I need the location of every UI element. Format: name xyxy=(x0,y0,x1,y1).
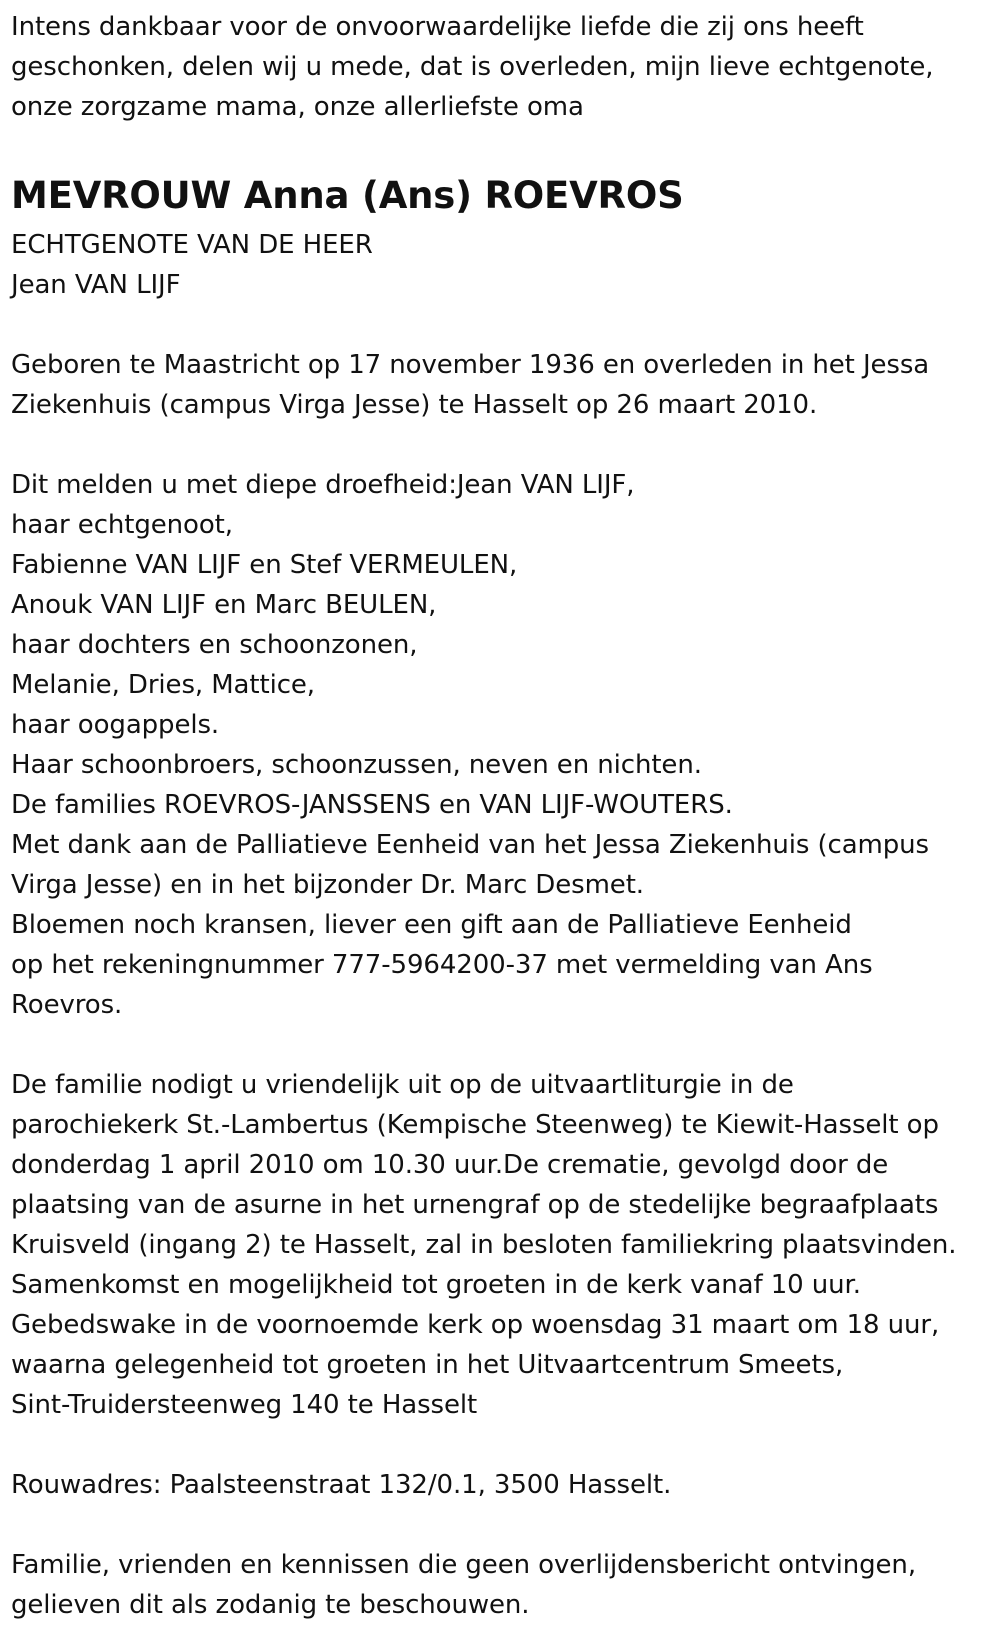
closing-line: Familie, vrienden en kennissen die geen overlijdensbericht ontvingen, xyxy=(11,1550,916,1580)
intro-line: geschonken, delen wij u mede, dat is overleden, mijn lieve echtgenote, xyxy=(11,52,934,82)
funeral-line: parochiekerk St.-Lambertus (Kempische Steenweg) te Kiewit-Hasselt op xyxy=(11,1110,939,1140)
announcement-paragraph xyxy=(11,465,1000,1025)
announcement-line: op het rekeningnummer 777-5964200-37 met vermelding van Ans xyxy=(11,950,873,980)
announcement-line: Met dank aan de Palliatieve Eenheid van het Jessa Ziekenhuis (campus xyxy=(11,830,929,860)
birth-line: Ziekenhuis (campus Virga Jesse) te Hasselt op 26 maart 2010. xyxy=(11,390,818,420)
announcement-line: haar echtgenoot, xyxy=(11,510,233,540)
funeral-line: Kruisveld (ingang 2) te Hasselt, zal in besloten familiekring plaatsvinden. xyxy=(11,1230,957,1260)
announcement-line: Dit melden u met diepe droefheid:Jean VAN LIJF, xyxy=(11,470,635,500)
funeral-line: waarna gelegenheid tot groeten in het Uitvaartcentrum Smeets, xyxy=(11,1350,844,1380)
announcement-line: haar oogappels. xyxy=(11,710,220,740)
funeral-line: plaatsing van de asurne in het urnengraf op de stedelijke begraafplaats xyxy=(11,1190,939,1220)
intro-paragraph xyxy=(11,7,1000,127)
announcement-line: De families ROEVROS-JANSSENS en VAN LIJF-WOUTERS. xyxy=(11,790,733,820)
announcement-line: Roevros. xyxy=(11,990,123,1020)
closing-paragraph xyxy=(11,1545,1000,1625)
funeral-line: Gebedswake in de voornoemde kerk op woensdag 31 maart om 18 uur, xyxy=(11,1310,940,1340)
announcement-line: Anouk VAN LIJF en Marc BEULEN, xyxy=(11,590,437,620)
announcement-line: Melanie, Dries, Mattice, xyxy=(11,670,315,700)
funeral-line: De familie nodigt u vriendelijk uit op de uitvaartliturgie in de xyxy=(11,1070,794,1100)
announcement-line: Bloemen noch kransen, liever een gift aan de Palliatieve Eenheid xyxy=(11,910,852,940)
address-paragraph xyxy=(11,1465,1000,1505)
announcement-line: Fabienne VAN LIJF en Stef VERMEULEN, xyxy=(11,550,518,580)
funeral-line: Samenkomst en mogelijkheid tot groeten in de kerk vanaf 10 uur. xyxy=(11,1270,861,1300)
funeral-paragraph xyxy=(11,1065,1000,1425)
announcement-line: haar dochters en schoonzonen, xyxy=(11,630,418,660)
spouse-block xyxy=(11,225,1000,305)
birth-death-paragraph xyxy=(11,345,1000,425)
funeral-line: Sint-Truidersteenweg 140 te Hasselt xyxy=(11,1390,478,1420)
birth-line: Geboren te Maastricht op 17 november 1936 en overleden in het Jessa xyxy=(11,350,930,380)
announcement-line: Virga Jesse) en in het bijzonder Dr. Marc Desmet. xyxy=(11,870,644,900)
deceased-name: MEVROUW Anna (Ans) ROEVROS xyxy=(11,174,684,217)
closing-line: gelieven dit als zodanig te beschouwen. xyxy=(11,1590,530,1620)
spouse-name: Jean VAN LIJF xyxy=(11,270,181,300)
intro-line: Intens dankbaar voor de onvoorwaardelijke liefde die zij ons heeft xyxy=(11,12,864,42)
announcement-line: Haar schoonbroers, schoonzussen, neven en nichten. xyxy=(11,750,702,780)
funeral-line: donderdag 1 april 2010 om 10.30 uur.De crematie, gevolgd door de xyxy=(11,1150,889,1180)
spouse-title: ECHTGENOTE VAN DE HEER xyxy=(11,230,373,260)
mourning-address: Rouwadres: Paalsteenstraat 132/0.1, 3500 Hasselt. xyxy=(11,1470,672,1500)
intro-line: onze zorgzame mama, onze allerliefste oma xyxy=(11,92,584,122)
